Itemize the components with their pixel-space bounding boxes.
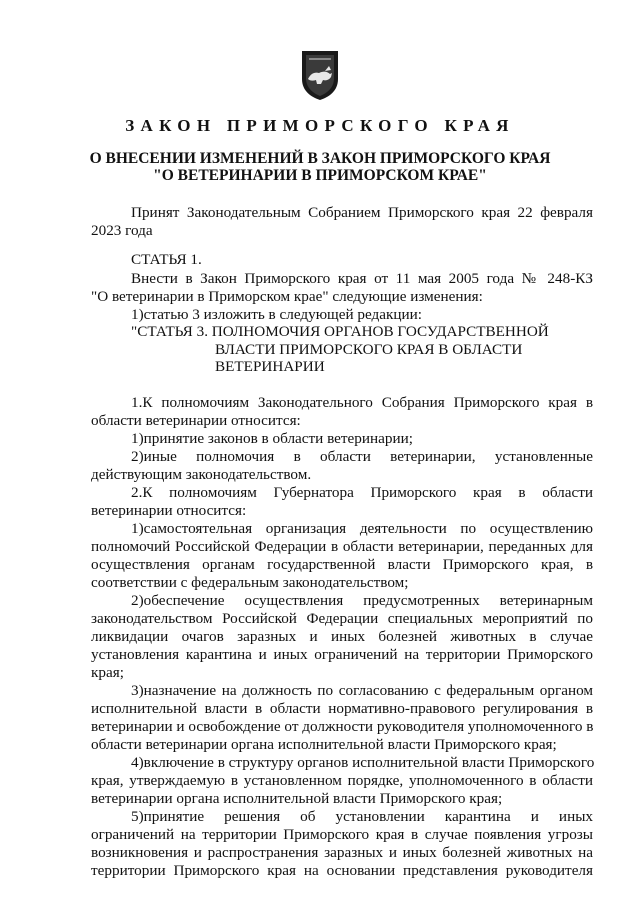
body-line: 2.К полномочиям Губернатора Приморского края в области	[131, 484, 593, 501]
body-line: ветеринарии относится:	[91, 502, 247, 519]
article-1-heading: СТАТЬЯ 1.	[131, 251, 202, 268]
body-line: 1)самостоятельная организация деятельности по осуществлению	[131, 520, 593, 537]
body-line: ветеринарии и освобождение от должности руководителя уполномоченного в	[91, 718, 594, 735]
body-line: полномочий Российской Федерации в области ветеринарии, переданных для	[91, 538, 593, 555]
body-line: области ветеринарии органа исполнительной власти Приморского края;	[91, 736, 557, 753]
new-article-heading-line2: ВЛАСТИ ПРИМОРСКОГО КРАЯ В ОБЛАСТИ	[215, 341, 523, 358]
body-line: исполнительной власти в области нормативно-правового регулирования в	[91, 700, 593, 717]
new-article-heading-line3: ВЕТЕРИНАРИИ	[215, 358, 325, 375]
body-line: ликвидации очагов заразных и иных болезней животных в случае	[91, 628, 593, 645]
body-line: территории Приморского края на основании представления руководителя	[91, 862, 593, 879]
body-line: ограничений на территории Приморского края в случае появления угрозы	[91, 826, 593, 843]
law-subtitle-line1: О ВНЕСЕНИИ ИЗМЕНЕНИЙ В ЗАКОН ПРИМОРСКОГО КРАЯ	[89, 150, 551, 167]
body-line: соответствии с федеральным законодательством;	[91, 574, 409, 591]
body-line: законодательством Российской Федерации специальных мероприятий по	[91, 610, 593, 627]
adopted-line1: Принят Законодательным Собранием Приморского края 22 февраля	[131, 204, 593, 221]
body-line: 3)назначение на должность по согласованию с федеральным органом	[131, 682, 593, 699]
body-line: осуществления органам государственной власти Приморского края, в	[91, 556, 593, 573]
body-line: области ветеринарии относится:	[91, 412, 301, 429]
body-line: 1)принятие законов в области ветеринарии;	[131, 430, 413, 447]
new-article-heading-line1: "СТАТЬЯ 3. ПОЛНОМОЧИЯ ОРГАНОВ ГОСУДАРСТВЕННОЙ	[131, 323, 549, 340]
body-line: 4)включение в структуру органов исполнительной власти Приморского	[131, 754, 595, 771]
body-line: 2)обеспечение осуществления предусмотренных ветеринарным	[131, 592, 593, 609]
body-line: края, утверждаемую в установленном порядке, уполномоченного в области	[91, 772, 593, 789]
body-line: 5)принятие решения об установлении карантина и иных	[131, 808, 593, 825]
article-1-intro-line2: "О ветеринарии в Приморском крае" следующие изменения:	[91, 288, 483, 305]
body-line: ветеринарии органа исполнительной власти Приморского края;	[91, 790, 503, 807]
body-line: 1.К полномочиям Законодательного Собрания Приморского края в	[131, 394, 593, 411]
article-1-item1: 1)статью 3 изложить в следующей редакции:	[131, 306, 423, 323]
body-line: действующим законодательством.	[91, 466, 312, 483]
law-subtitle-line2: "О ВЕТЕРИНАРИИ В ПРИМОРСКОМ КРАЕ"	[153, 167, 487, 184]
law-title: ЗАКОН ПРИМОРСКОГО КРАЯ	[125, 116, 515, 135]
article-1-intro-line1: Внести в Закон Приморского края от 11 мая 2005 года № 248-КЗ	[131, 270, 593, 287]
body-line: 2)иные полномочия в области ветеринарии, установленные	[131, 448, 593, 465]
body-line: возникновения и распространения заразных и иных болезней животных на	[91, 844, 593, 861]
body-line: края;	[91, 664, 124, 681]
body-line: установления карантина и иных ограничений на территории Приморского	[91, 646, 593, 663]
adopted-line2: 2023 года	[91, 222, 153, 239]
coat-of-arms-icon	[299, 49, 341, 101]
